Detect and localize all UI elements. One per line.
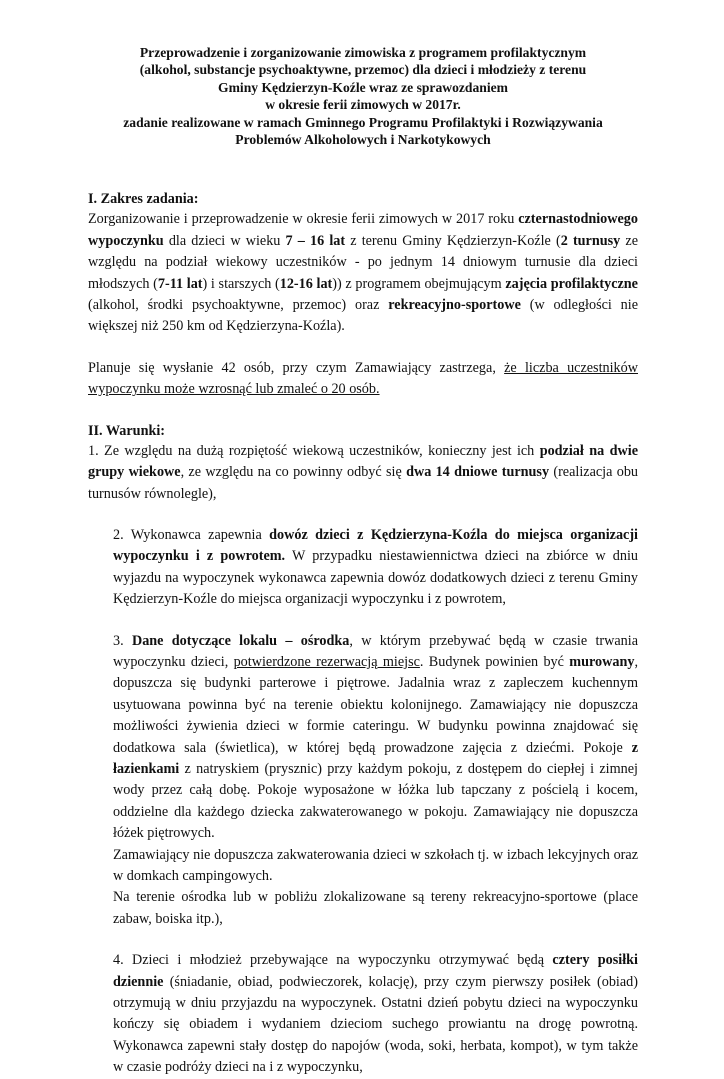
condition-item-3-note-2: Na terenie ośrodka lub w pobliżu zlokalizowane są tereny rekreacyjno-sportowe (place zabaw, boiska itp.),: [113, 889, 638, 927]
text: , ze względu na co powinny odbyć się: [180, 464, 407, 481]
header-line: Przeprowadzenie i zorganizowanie zimowiska z programem profilaktycznym: [139, 45, 587, 60]
text: )) z programem obejmującym: [332, 275, 506, 292]
text: (w odległości nie większej niż 250 km od Kędzierzyna-Koźla).: [88, 297, 638, 335]
text: (realizacja obu turnusów równolegle),: [88, 464, 639, 502]
text: ) i starszych (: [202, 275, 280, 292]
header-line: w okresie ferii zimowych w 2017r.: [265, 97, 461, 113]
bold-text: 7 – 16 lat: [285, 232, 346, 249]
section-2-title: II. Warunki:: [88, 422, 166, 439]
spacer: [88, 930, 638, 950]
header-line: (alkohol, substancje psychoaktywne, przemoc) dla dzieci i młodzieży z terenu: [139, 62, 587, 78]
text: z natryskiem (prysznic) przy każdym pokoju, z dostępem do ciepłej i zimnej wody przez całą dobę. Pokoje wyposażone w łóżka lub tapczany z pościelą i kocem, oddzielne dla każdego dziecka zakwaterowanego w pokoju. Zamawiający nie dopuszcza łóżek piętrowych.: [113, 760, 638, 842]
condition-item-3-note-1: Zamawiający nie dopuszcza zakwaterowania dzieci w szkołach tj. w izbach lekcyjnych oraz w domkach campingowych.: [113, 846, 638, 884]
text: 1. Ze względu na dużą rozpiętość wiekową uczestników, konieczny jest ich: [88, 442, 540, 459]
bold-text: dwa 14 dniowe turnusy: [406, 464, 550, 481]
spacer: [88, 401, 638, 421]
underlined-text: że liczba uczestników wypoczynku może wzrosnąć lub zmaleć o 20 osób.: [88, 359, 638, 398]
condition-item-3: [88, 631, 638, 845]
section-1-title: I. Zakres zadania:: [88, 191, 199, 208]
text: , w którym przebywać będą w czasie trwania wypoczynku dzieci,: [113, 632, 639, 670]
text: 2. Wykonawca zapewnia: [113, 526, 270, 543]
text: 4. Dzieci i młodzież przebywające na wypoczynku otrzymywać będą: [113, 952, 553, 969]
condition-item-4: [88, 950, 638, 1078]
text: Zorganizowanie i przeprowadzenie w okresie ferii zimowych w 2017 roku: [88, 211, 519, 228]
bold-text: dowóz dzieci z Kędzierzyna-Koźla do miejsca organizacji wypoczynku i z powrotem.: [113, 526, 638, 565]
bold-text: rekreacyjno-sportowe: [388, 297, 521, 314]
bold-text: murowany: [569, 653, 635, 670]
bold-text: podział na dwie grupy wiekowe: [88, 442, 639, 481]
section-1-paragraph-2: [88, 358, 638, 401]
document-header: [88, 44, 638, 148]
text: (śniadanie, obiad, podwieczorek, kolację), przy czym pierwszy posiłek (obiad) otrzymują w dniu przyjazdu na wypoczynek. Ostatni dzień pobytu dzieci na wypoczynku kończy się obiadem i wydaniem dzieciom suchego prowiantu na drogę powrotną. Wykonawca zapewni stały dostęp do napojów (woda, soki, herbata, kompot), w tym także w czasie podróży dzieci na i z wypoczynku,: [113, 973, 638, 1076]
bold-text: zajęcia profilaktyczne: [505, 275, 638, 292]
text: . Budynek powinien być: [419, 653, 570, 670]
spacer: [88, 611, 638, 631]
text: 3.: [113, 632, 132, 649]
section-1-paragraph-1: [88, 209, 638, 337]
text: Planuje się wysłanie 42 osób, przy czym Zamawiający zastrzega,: [88, 359, 505, 376]
text: z terenu Gminy Kędzierzyn-Koźle (: [345, 232, 561, 249]
bold-text: cztery posiłki dziennie: [113, 952, 638, 990]
text: dla dzieci w wieku: [163, 232, 286, 249]
text: ze względu na podział wiekowy uczestników - po jednym 14 dniowym turnusie dla dzieci młodszych (: [88, 232, 638, 292]
bold-text: 7-11 lat: [157, 275, 203, 292]
bold-text: Dane dotyczące lokalu – ośrodka: [131, 632, 350, 649]
condition-item-1: [88, 441, 638, 505]
text: , dopuszcza się budynki parterowe i piętrowe. Jadalnia wraz z zapleczem kuchennym usytuowana powinna być na terenie obiektu kolonijnego. Zamawiający nie dopuszcza możliwości żywienia dzieci w formie cateringu. W budynku powinna znajdować się dodatkowa sala (świetlica), w której będą prowadzone zajęcia z dziećmi. Pokoje: [113, 653, 638, 756]
bold-text: 2 turnusy: [560, 232, 621, 249]
text: W przypadku niestawiennictwa dzieci na zbiórce w dniu wyjazdu na wypoczynek wykonawca zapewnia dowóz dodatkowych dzieci z terenu Gminy Kędzierzyn-Koźle do miejsca organizacji wypoczynku i z powrotem,: [113, 548, 638, 608]
bold-text: z łazienkami: [113, 739, 638, 777]
header-line: Problemów Alkoholowych i Narkotykowych: [235, 132, 491, 148]
spacer: [88, 338, 638, 358]
header-line: zadanie realizowane w ramach Gminnego Programu Profilaktyki i Rozwiązywania: [123, 114, 603, 130]
spacer: [88, 505, 638, 525]
underlined-text: potwierdzone rezerwacją miejsc: [233, 653, 420, 670]
bold-text: czternastodniowego wypoczynku: [88, 211, 638, 249]
condition-item-2: [88, 525, 638, 611]
text: (alkohol, środki psychoaktywne, przemoc) oraz: [88, 297, 389, 314]
bold-text: 12-16 lat: [279, 275, 333, 292]
header-line: Gminy Kędzierzyn-Koźle wraz ze sprawozdaniem: [218, 79, 508, 95]
